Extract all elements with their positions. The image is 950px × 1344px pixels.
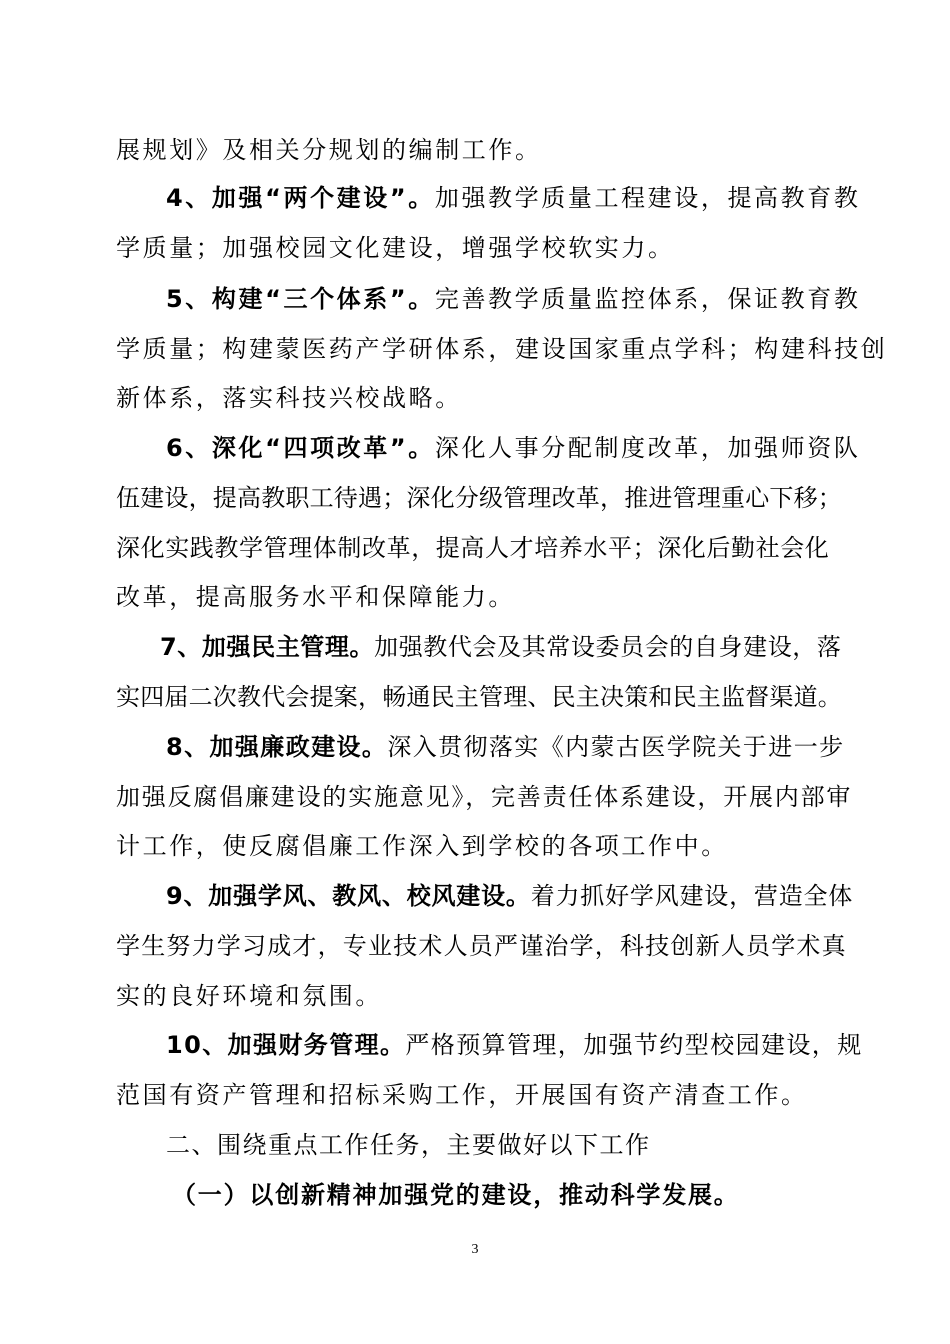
text-line: 展规划》及相关分规划的编制工作。 xyxy=(116,136,542,164)
subsection-heading: （一）以创新精神加强党的建设，推动科学发展。 xyxy=(172,1181,740,1209)
text-line: 实的良好环境和氛围。 xyxy=(116,982,382,1010)
text-line: 加强反腐倡廉建设的实施意见》，完善责任体系建设，开展内部审 xyxy=(116,783,853,811)
subsection-heading-line xyxy=(172,1180,740,1210)
paragraph-5-first-line xyxy=(166,284,860,314)
paragraph-5-text: 完善教学质量监控体系，保证教育教 xyxy=(434,285,861,313)
paragraph-9-text: 着力抓好学风建设，营造全体 xyxy=(530,882,854,910)
paragraph-9-heading: 9、加强学风、教风、校风建设。 xyxy=(166,882,531,910)
paragraph-4-text: 加强教学质量工程建设，提高教育教 xyxy=(434,184,861,212)
text-line: 新体系，落实科技兴校战略。 xyxy=(116,384,462,412)
paragraph-8-text: 深入贯彻落实《内蒙古医学院关于进一步 xyxy=(387,733,845,761)
text-line: 深化实践教学管理体制改革，提高人才培养水平；深化后勤社会化 xyxy=(116,534,830,562)
text-line: 范国有资产管理和招标采购工作，开展国有资产清查工作。 xyxy=(116,1081,808,1109)
paragraph-4-first-line xyxy=(166,183,860,213)
paragraph-10-text: 严格预算管理，加强节约型校园建设，规 xyxy=(405,1031,863,1059)
paragraph-8-heading: 8、加强廉政建设。 xyxy=(166,733,388,761)
section-heading: 二、围绕重点工作任务，主要做好以下工作 xyxy=(166,1131,651,1159)
paragraph-5-heading: 5、构建“三个体系”。 xyxy=(166,285,435,313)
paragraph-6-text: 深化人事分配制度改革，加强师资队 xyxy=(434,434,861,462)
text-line: 学生努力学习成才，专业技术人员严谨治学，科技创新人员学术真 xyxy=(116,932,847,960)
paragraph-9-first-line xyxy=(166,881,853,911)
text-line: 实四届二次教代会提案，畅通民主管理、民主决策和民主监督渠道。 xyxy=(116,683,842,711)
text-line: 改革，提高服务水平和保障能力。 xyxy=(116,583,515,611)
text-line: 计工作，使反腐倡廉工作深入到学校的各项工作中。 xyxy=(116,832,728,860)
paragraph-7-text: 加强教代会及其常设委员会的自身建设，落 xyxy=(374,633,842,661)
paragraph-6-heading: 6、深化“四项改革”。 xyxy=(166,434,435,462)
text-line: 学质量；构建蒙医药产学研体系，建设国家重点学科；构建科技创 xyxy=(116,335,888,363)
paragraph-10-heading: 10、加强财务管理。 xyxy=(166,1031,406,1059)
paragraph-8-first-line xyxy=(166,732,845,762)
text-line: 学质量；加强校园文化建设，增强学校软实力。 xyxy=(116,234,675,262)
paragraph-10-first-line xyxy=(166,1030,863,1060)
page-number: 3 xyxy=(471,1242,479,1257)
text-line: 伍建设，提高教职工待遇；深化分级管理改革，推进管理重心下移； xyxy=(116,484,842,512)
paragraph-7-heading: 7、加强民主管理。 xyxy=(160,633,375,661)
paragraph-4-heading: 4、加强“两个建设”。 xyxy=(166,184,435,212)
paragraph-7-first-line xyxy=(160,632,842,662)
paragraph-6-first-line xyxy=(166,433,860,463)
